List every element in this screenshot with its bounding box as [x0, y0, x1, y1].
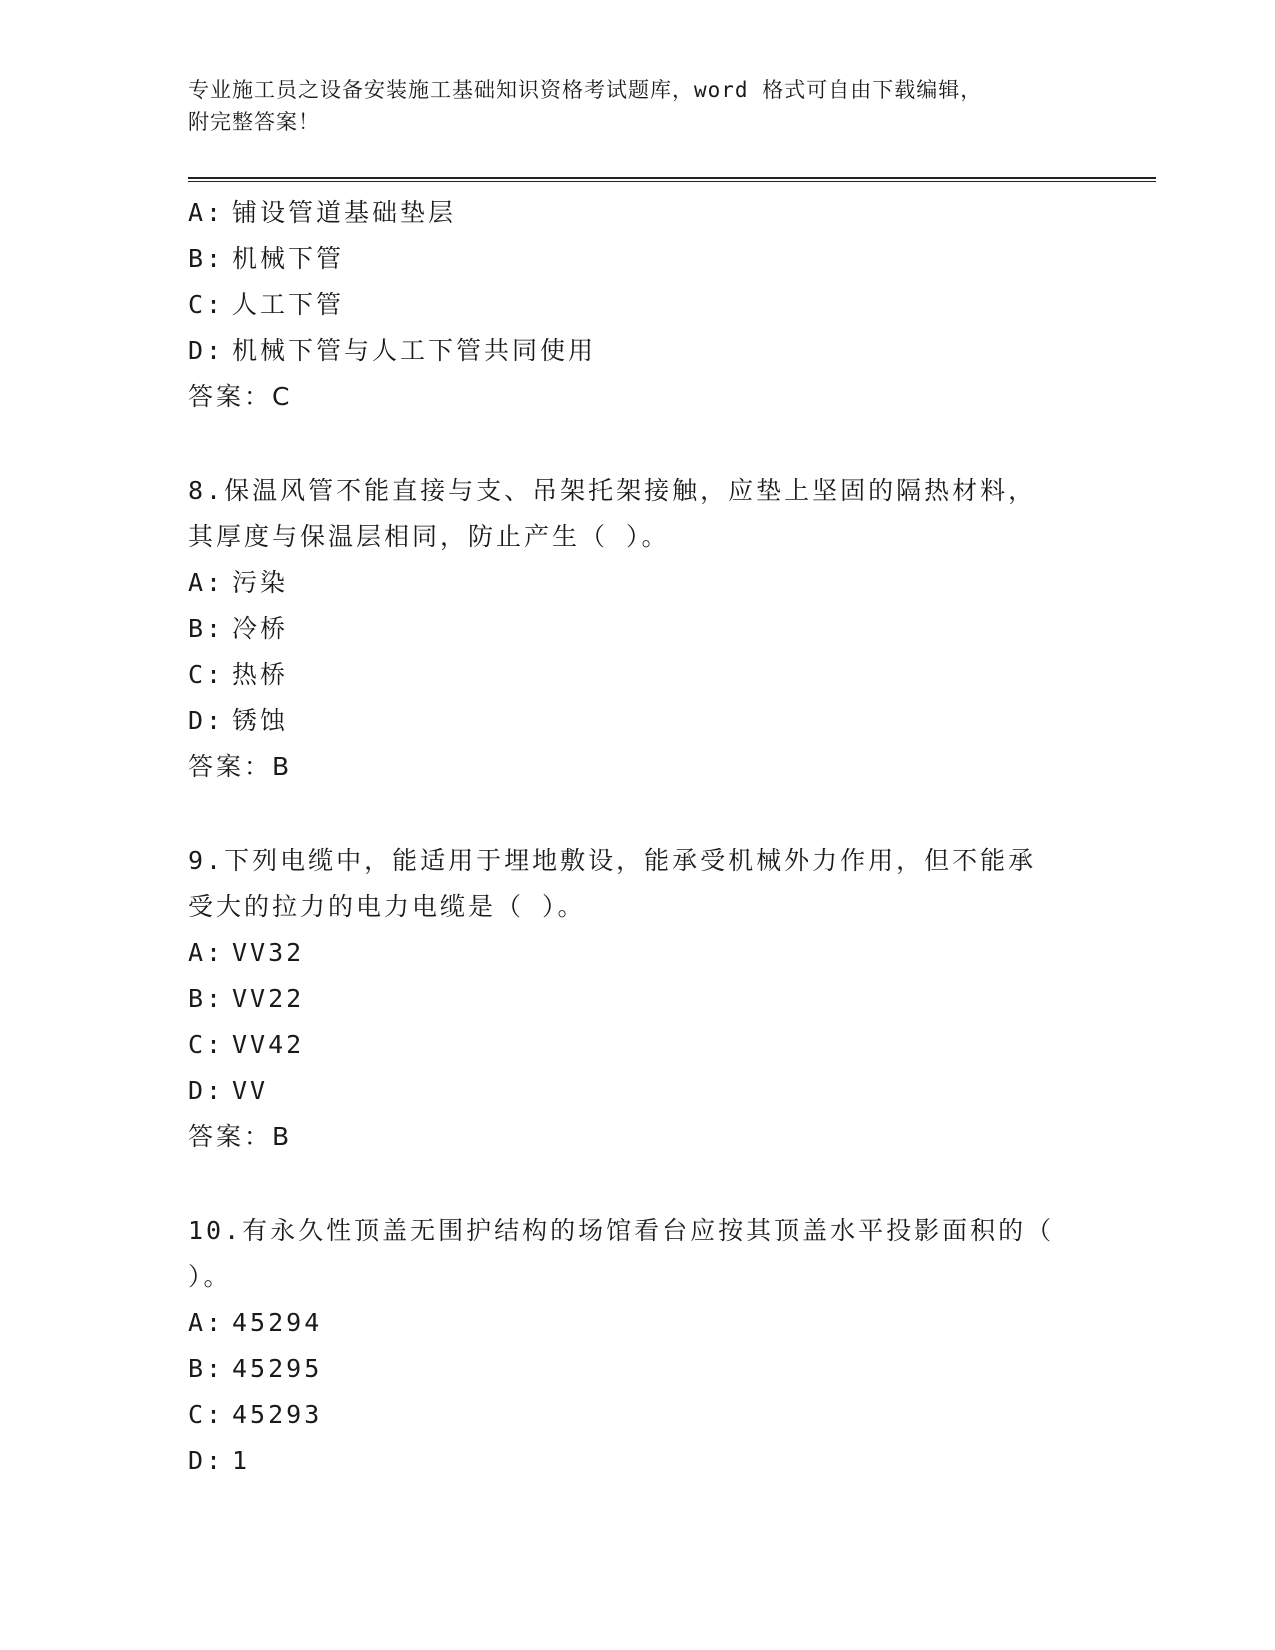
option-text: 铺设管道基础垫层 [232, 198, 457, 227]
option-key: B: [188, 1354, 225, 1383]
option-text: 1 [232, 1446, 251, 1475]
option-text: 45294 [232, 1308, 323, 1337]
option-d [188, 328, 1088, 374]
option-a [188, 930, 1088, 976]
option-a [188, 1300, 1088, 1346]
option-key: A: [188, 198, 225, 227]
option-key: D: [188, 706, 225, 735]
option-key: D: [188, 1446, 225, 1475]
option-d [188, 1438, 1088, 1484]
question-stem-line-1: 8.保温风管不能直接与支、吊架托架接触，应垫上坚固的隔热材料， [188, 476, 1037, 505]
option-b [188, 976, 1088, 1022]
option-d [188, 698, 1088, 744]
question-stem-line-1: 9.下列电缆中，能适用于埋地敷设，能承受机械外力作用，但不能承 [188, 846, 1037, 875]
option-text: 污染 [232, 568, 289, 597]
option-text: VV42 [232, 1030, 305, 1059]
option-b [188, 1346, 1088, 1392]
question-7-tail [188, 190, 1088, 420]
question-10 [188, 1208, 1088, 1484]
question-stem-line-2: ）。 [188, 1262, 232, 1291]
question-9 [188, 838, 1088, 1160]
answer-line: 答案：B [188, 1122, 293, 1151]
option-key: C: [188, 290, 225, 319]
question-stem-line-1: 10.有永久性顶盖无围护结构的场馆看台应按其顶盖水平投影面积的（ [188, 1216, 1055, 1245]
header-divider [188, 177, 1156, 182]
question-stem-line-2: 受大的拉力的电力电缆是（ ）。 [188, 892, 586, 921]
document-body [188, 190, 1088, 1484]
option-key: D: [188, 336, 225, 365]
option-c [188, 1022, 1088, 1068]
option-text: 45293 [232, 1400, 323, 1429]
option-text: 锈蚀 [232, 706, 289, 735]
option-b [188, 606, 1088, 652]
question-8 [188, 468, 1088, 790]
option-key: B: [188, 984, 225, 1013]
option-text: VV22 [232, 984, 305, 1013]
option-c [188, 282, 1088, 328]
option-key: C: [188, 1030, 225, 1059]
answer-line: 答案：C [188, 382, 293, 411]
option-text: VV [232, 1076, 269, 1105]
option-key: D: [188, 1076, 225, 1105]
header-line-1: 专业施工员之设备安装施工基础知识资格考试题库，word 格式可自由下载编辑， [188, 78, 983, 102]
document-header [188, 74, 1088, 138]
option-text: 冷桥 [232, 614, 289, 643]
option-key: A: [188, 938, 225, 967]
option-key: B: [188, 614, 225, 643]
option-text: 热桥 [232, 660, 289, 689]
option-a [188, 190, 1088, 236]
answer-line: 答案：B [188, 752, 293, 781]
option-text: 机械下管与人工下管共同使用 [232, 336, 597, 365]
option-text: 人工下管 [232, 290, 345, 319]
option-key: A: [188, 1308, 225, 1337]
option-text: VV32 [232, 938, 305, 967]
option-key: A: [188, 568, 225, 597]
option-key: C: [188, 1400, 225, 1429]
header-line-2: 附完整答案！ [188, 110, 320, 134]
option-a [188, 560, 1088, 606]
option-text: 机械下管 [232, 244, 345, 273]
option-b [188, 236, 1088, 282]
option-c [188, 1392, 1088, 1438]
question-stem-line-2: 其厚度与保温层相同，防止产生（ ）。 [188, 522, 670, 551]
option-d [188, 1068, 1088, 1114]
option-c [188, 652, 1088, 698]
option-key: C: [188, 660, 225, 689]
option-key: B: [188, 244, 225, 273]
option-text: 45295 [232, 1354, 323, 1383]
